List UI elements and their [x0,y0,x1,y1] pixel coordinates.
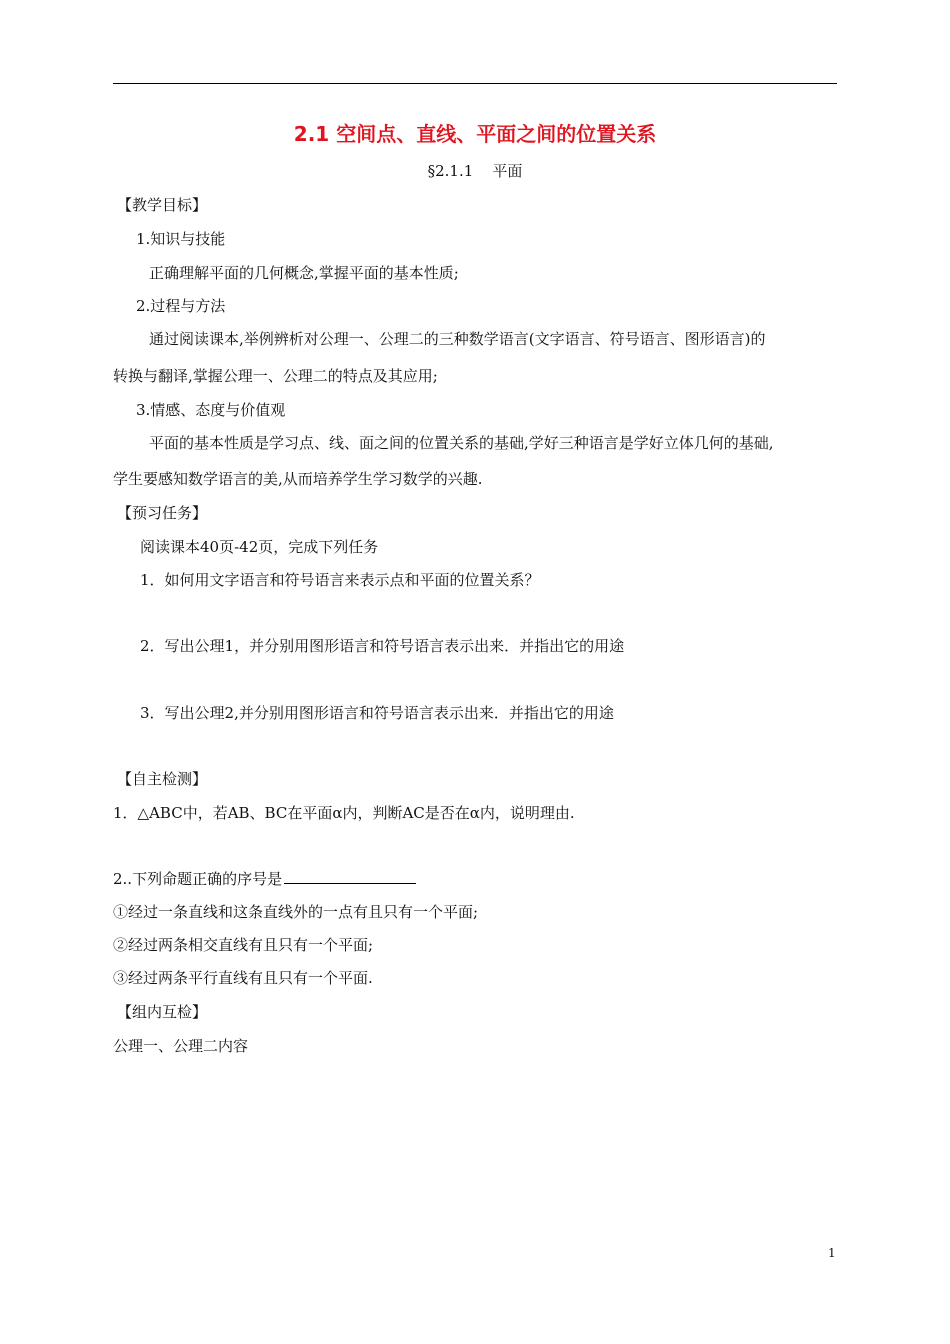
objective-3-text-line2: 学生要感知数学语言的美,从而培养学生学习数学的兴趣. [113,470,483,488]
objective-2-title: 2.过程与方法 [136,297,226,315]
group-check-heading: 【组内互检】 [117,1003,208,1021]
page-number: 1 [828,1246,836,1260]
self-check-heading: 【自主检测】 [117,770,208,788]
answer-blank[interactable] [284,869,416,884]
preview-question-3: 3．写出公理2,并分别用图形语言和符号语言表示出来．并指出它的用途 [140,704,614,722]
objective-3-title: 3.情感、态度与价值观 [136,401,286,419]
section-subtitle: §2.1.1 平面 [427,162,523,180]
option-2: ②经过两条相交直线有且只有一个平面; [113,936,374,954]
preview-heading: 【预习任务】 [117,504,208,522]
option-1: ①经过一条直线和这条直线外的一点有且只有一个平面; [113,903,479,921]
self-check-question-2-text: 2..下列命题正确的序号是 [113,870,283,888]
option-3: ③经过两条平行直线有且只有一个平面. [113,969,373,987]
objective-1-title: 1.知识与技能 [136,230,226,248]
objective-2-text-line2: 转换与翻译,掌握公理一、公理二的特点及其应用; [113,367,438,385]
self-check-question-1: 1．△ABC中，若AB、BC在平面α内，判断AC是否在α内，说明理由. [113,804,575,822]
objectives-heading: 【教学目标】 [117,196,208,214]
preview-intro: 阅读课本40页-42页，完成下列任务 [140,538,379,556]
group-check-content: 公理一、公理二内容 [113,1037,249,1055]
objective-3-text-line1: 平面的基本性质是学习点、线、面之间的位置关系的基础,学好三种语言是学好立体几何的基础, [149,434,774,452]
preview-question-1: 1．如何用文字语言和符号语言来表示点和平面的位置关系？ [140,571,540,589]
page-title: 2.1 空间点、直线、平面之间的位置关系 [293,122,657,146]
objective-1-text: 正确理解平面的几何概念,掌握平面的基本性质; [149,264,459,282]
preview-question-2: 2．写出公理1，并分别用图形语言和符号语言表示出来．并指出它的用途 [140,637,625,655]
objective-2-text-line1: 通过阅读课本,举例辨析对公理一、公理二的三种数学语言(文字语言、符号语言、图形语言)的 [149,330,766,348]
header-rule [113,83,837,84]
self-check-question-2 [113,869,416,889]
